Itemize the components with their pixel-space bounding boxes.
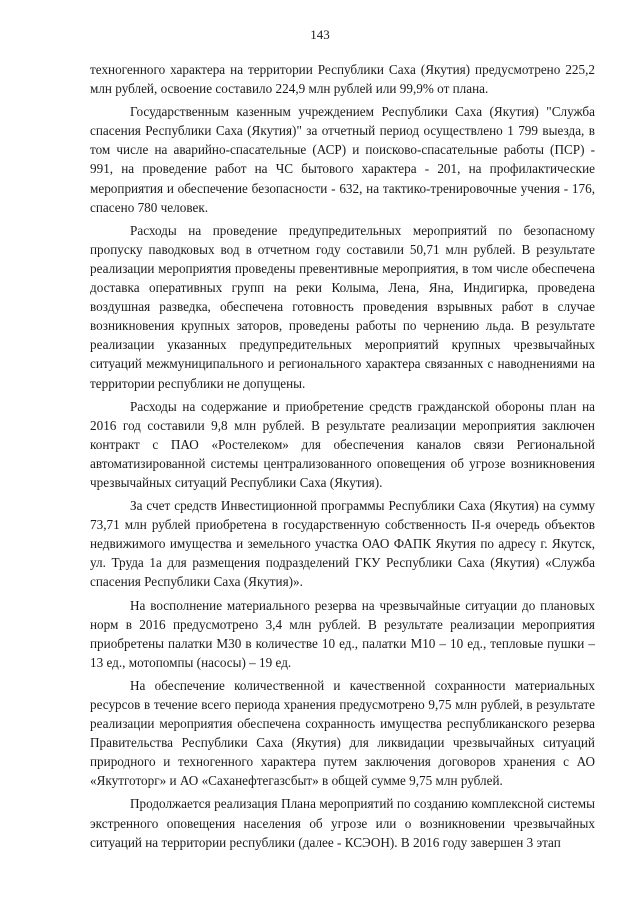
paragraph-7: На обеспечение количественной и качественной сохранности материальных ресурсов в течение всего периода хранения предусмотрено 9,75 млн рублей, в результате реализации мероприятия обеспечена сохранность имущества республиканского резерва Правительства Республики Саха (Якутия) для ликвидации чрезвычайных ситуаций природного и техногенного характера путем заключения договоров хранения с АО «Якутготорг» и АО «Саханефтегазсбыт» в общей сумме 9,75 млн рублей. xyxy=(90,677,595,789)
paragraph-3: Расходы на проведение предупредительных мероприятий по безопасному пропуску паводковых вод в отчетном году составили 50,71 млн рублей. В результате реализации мероприятия проведены превентивные мероприятия, в том числе обеспечена доставка оперативных групп на реки Колыма, Лена, Яна, Индигирка, проведена воздушная разведка, обеспечена готовность проведения взрывных работ в случае возникновения крупных заторов, проведены работы по чернению льда. В результате реализации указанных предупредительных мероприятий крупных чрезвычайных ситуаций межмуниципального и регионального характера связанных с наводнениями на территории республики не допущены. xyxy=(90,222,595,391)
paragraph-4: Расходы на содержание и приобретение средств гражданской обороны план на 2016 год составили 9,8 млн рублей. В результате реализации мероприятия заключен контракт с ПАО «Ростелеком» для обеспечения каналов связи Региональной автоматизированной системы централизованного оповещения об угрозе возникновения чрезвычайных ситуаций Республики Саха (Якутия). xyxy=(90,398,595,490)
paragraph-6: На восполнение материального резерва на чрезвычайные ситуации до плановых норм в 2016 предусмотрено 3,4 млн рублей. В результате реализации мероприятия приобретены палатки М30 в количестве 10 ед., палатки М10 – 10 ед., тепловые пушки – 13 ед., мотопомпы (насосы) – 19 ед. xyxy=(90,597,595,670)
paragraph-8: Продолжается реализация Плана мероприятий по созданию комплексной системы экстренного оповещения населения об угрозе или о возникновении чрезвычайных ситуаций на территории республики (далее - КСЭОН). В 2016 году завершен 3 этап xyxy=(90,796,595,850)
paragraph-1: техногенного характера на территории Республики Саха (Якутия) предусмотрено 225,2 млн рублей, освоение составило 224,9 млн рублей или 99,9% от плана. xyxy=(90,62,595,97)
document-body xyxy=(90,60,595,856)
paragraph-2: Государственным казенным учреждением Республики Саха (Якутия) "Служба спасения Республики Саха (Якутия)" за отчетный период осуществлено 1 799 выезда, в том числе на аварийно-спасательные (АСР) и поисково-спасательные работы (ПСР) - 991, на проведение работ на ЧС бытового характера - 201, на профилактические мероприятия и обеспечение безопасности - 632, на тактико-тренировочные учения - 176, спасено 780 человек. xyxy=(90,104,595,215)
page-number: 143 xyxy=(310,27,330,42)
paragraph-5: За счет средств Инвестиционной программы Республики Саха (Якутия) на сумму 73,71 млн рублей приобретена в государственную собственность II-я очередь объектов недвижимого имущества и земельного участка ОАО ФАПК Якутия по адресу г. Якутск, ул. Труда 1а для размещения подразделений ГКУ Республики Саха (Якутия) «Служба спасения Республики Саха (Якутия)». xyxy=(90,498,595,590)
